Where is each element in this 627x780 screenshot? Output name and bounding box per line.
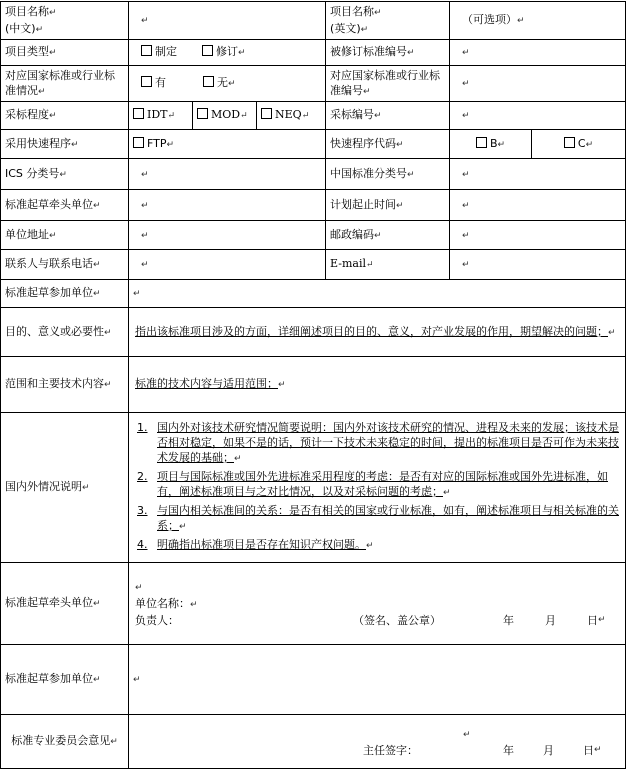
label-lead-unit: 标准起草牵头单位↵	[1, 190, 129, 221]
checkbox-box-icon	[141, 45, 152, 56]
checkbox-b[interactable]: B↵	[450, 130, 532, 159]
row-scope	[1, 357, 626, 413]
checkbox-no[interactable]: 无	[203, 76, 228, 89]
label-lead-signature: 标准起草牵头单位↵	[1, 563, 129, 645]
label-revised-standard-no: 被修订标准编号↵	[326, 40, 450, 66]
label-ics: ICS 分类号↵	[1, 159, 129, 190]
row-purpose	[1, 308, 626, 357]
ccs-field[interactable]: ↵	[450, 159, 626, 190]
row-address	[1, 221, 626, 250]
checkbox-box-icon	[141, 76, 152, 87]
ics-field[interactable]: ↵	[129, 159, 326, 190]
checkbox-box-icon	[133, 137, 144, 148]
lead-unit-field[interactable]: ↵	[129, 190, 326, 221]
list-item: 2. 项目与国际标准或国外先进标准采用程度的考虑：是否有对应的国际标准或国外先进标准，如有，阐述标准项目与之对比情况，以及对采标问题的考虑；↵	[137, 469, 608, 498]
checkbox-box-icon	[197, 108, 208, 119]
contact-field[interactable]: ↵	[129, 250, 326, 280]
label-participant-unit: 标准起草参加单位↵	[1, 280, 129, 308]
revised-standard-no-field[interactable]: ↵	[450, 40, 626, 66]
project-name-en-field[interactable]: （可选项）↵	[450, 2, 626, 40]
situation-field[interactable]	[129, 413, 626, 563]
checkbox-idt[interactable]: IDT↵	[129, 102, 193, 130]
row-corresponding-standard	[1, 66, 626, 102]
checkbox-box-icon	[261, 108, 272, 119]
schedule-field[interactable]: ↵	[450, 190, 626, 221]
checkbox-mod[interactable]: MOD↵	[193, 102, 257, 130]
label-postcode: 邮政编码↵	[326, 221, 450, 250]
checkbox-box-icon	[133, 108, 144, 119]
checkbox-ftp[interactable]: FTP↵	[129, 130, 326, 159]
label-schedule: 计划起止时间↵	[326, 190, 450, 221]
purpose-field[interactable]: 指出该标准项目涉及的方面，详细阐述项目的目的、意义，对产业发展的作用，期望解决的问题；↵	[129, 308, 626, 357]
scope-field[interactable]: 标准的技术内容与适用范围；↵	[129, 357, 626, 413]
label-corresponding-standard: 对应国家标准或行业标准情况↵	[1, 66, 129, 102]
checkbox-box-icon	[203, 76, 214, 87]
row-project-type	[1, 40, 626, 66]
lead-signature-field[interactable]: ↵ 单位名称：↵ 负责人： （签名、盖公章） 年 月 日 ↵	[129, 563, 626, 645]
checkbox-box-icon	[202, 45, 213, 56]
label-situation: 国内外情况说明↵	[1, 413, 129, 563]
row-classification	[1, 159, 626, 190]
label-email: E-mail↵	[326, 250, 450, 280]
row-lead-unit	[1, 190, 626, 221]
checkbox-neq[interactable]: NEQ↵	[257, 102, 326, 130]
label-fast-track-code: 快速程序代码↵	[326, 130, 450, 159]
address-field[interactable]: ↵	[129, 221, 326, 250]
corresponding-standard-options: 有 无↵	[129, 66, 326, 102]
participant-signature-field[interactable]: ↵	[129, 645, 626, 715]
list-item: 1. 国内外对该技术研究情况简要说明：国内外对该技术研究的情况、进程及未来的发展；该技术是否相对稳定，如果不是的话，预计一下技术未来稳定的时间，提出的标准项目是否可作为未来技术发展的基础；↵	[137, 420, 619, 464]
checkbox-revise[interactable]: 修订	[202, 45, 238, 58]
person-label: 负责人：	[135, 614, 179, 627]
participant-unit-field[interactable]: ↵	[129, 280, 626, 308]
optional-note: （可选项）	[462, 13, 518, 26]
label-corresponding-standard-no: 对应国家标准或行业标准编号↵	[326, 66, 450, 102]
label-address: 单位地址↵	[1, 221, 129, 250]
seal-note: （签名、盖公章）	[353, 614, 441, 627]
row-participant-signature	[1, 645, 626, 715]
label-project-name-en: 项目名称↵ (英文)↵	[326, 2, 450, 40]
corresponding-standard-no-field[interactable]: ↵	[450, 66, 626, 102]
label-purpose: 目的、意义或必要性↵	[1, 308, 129, 357]
row-lead-signature	[1, 563, 626, 645]
label-adoption-no: 采标编号↵	[326, 102, 450, 130]
postcode-field[interactable]: ↵	[450, 221, 626, 250]
unit-name-label: 单位名称：	[135, 597, 190, 610]
email-field[interactable]: ↵	[450, 250, 626, 280]
project-type-options: 制定 修订↵	[129, 40, 326, 66]
checkbox-formulate[interactable]: 制定	[141, 45, 177, 58]
proposal-table	[0, 1, 626, 769]
row-participant-unit	[1, 280, 626, 308]
director-sign-label: 主任签字：	[363, 743, 418, 757]
row-adoption-degree	[1, 102, 626, 130]
list-item: 4. 明确指出标准项目是否存在知识产权问题。↵	[137, 537, 374, 551]
committee-opinion-field[interactable]: ↵ 主任签字： 年 月 日 ↵	[129, 715, 626, 769]
row-situation	[1, 413, 626, 563]
row-committee-opinion	[1, 715, 626, 769]
row-fast-track	[1, 130, 626, 159]
label-committee-opinion: 标准专业委员会意见↵	[1, 715, 129, 769]
label-project-type: 项目类型↵	[1, 40, 129, 66]
label-scope: 范围和主要技术内容↵	[1, 357, 129, 413]
label-project-name-cn: 项目名称↵ (中文)↵	[1, 2, 129, 40]
label-fast-track: 采用快速程序↵	[1, 130, 129, 159]
adoption-no-field[interactable]: ↵	[450, 102, 626, 130]
situation-list	[133, 420, 621, 554]
project-name-cn-field[interactable]: ↵	[129, 2, 326, 40]
row-contact	[1, 250, 626, 280]
list-item: 3. 与国内相关标准间的关系：是否有相关的国家或行业标准，如有，阐述标准项目与相关标准的关系；↵	[137, 503, 619, 532]
checkbox-c[interactable]: C↵	[532, 130, 626, 159]
label-contact: 联系人与联系电话↵	[1, 250, 129, 280]
row-project-name	[1, 2, 626, 40]
checkbox-box-icon	[476, 137, 487, 148]
label-ccs: 中国标准分类号↵	[326, 159, 450, 190]
checkbox-box-icon	[564, 137, 575, 148]
checkbox-yes[interactable]: 有	[141, 76, 166, 89]
label-adoption-degree: 采标程度↵	[1, 102, 129, 130]
label-participant-signature: 标准起草参加单位↵	[1, 645, 129, 715]
